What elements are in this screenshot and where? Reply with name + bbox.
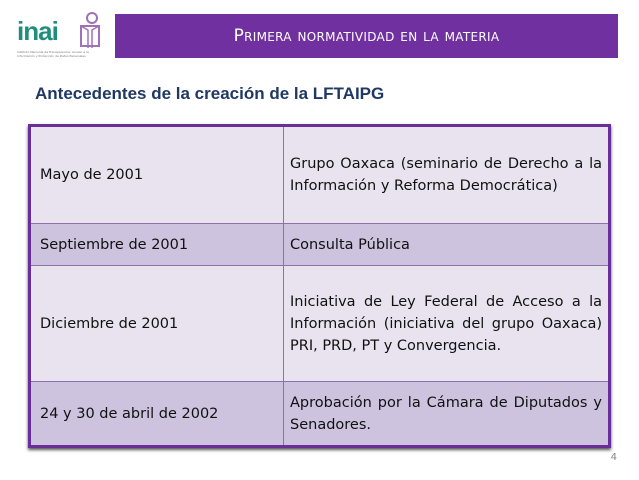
page-number: 4	[610, 452, 617, 463]
logo-word: inai	[17, 16, 58, 46]
date-cell: 24 y 30 de abril de 2002	[31, 382, 284, 445]
date-cell: Mayo de 2001	[31, 127, 284, 223]
event-cell: Consulta Pública	[290, 236, 410, 253]
table-row	[31, 223, 608, 265]
logo-figure-icon	[77, 12, 103, 48]
logo-tagline: Instituto Nacional de Transparencia, Acceso a la Información y Protección de Datos Personales	[17, 50, 89, 58]
date-cell: Septiembre de 2001	[31, 224, 284, 265]
event-cell: Grupo Oaxaca (seminario de Derecho a la Información y Reforma Democrática)	[290, 156, 602, 194]
slide-title: Primera normatividad en la materia	[233, 26, 500, 46]
slide-title-bar	[115, 14, 618, 58]
table-row	[31, 381, 608, 445]
event-cell: Iniciativa de Ley Federal de Acceso a la Información (iniciativa del grupo Oaxaca) PRI, PRD, PT y Convergencia.	[290, 293, 602, 354]
event-cell: Aprobación por la Cámara de Diputados y Senadores.	[290, 394, 602, 433]
inai-logo	[15, 10, 105, 60]
table-row	[31, 265, 608, 381]
timeline-table	[28, 124, 611, 448]
date-cell: Diciembre de 2001	[31, 266, 284, 381]
section-subtitle: Antecedentes de la creación de la LFTAIPG	[35, 84, 385, 103]
table-row	[31, 127, 608, 223]
